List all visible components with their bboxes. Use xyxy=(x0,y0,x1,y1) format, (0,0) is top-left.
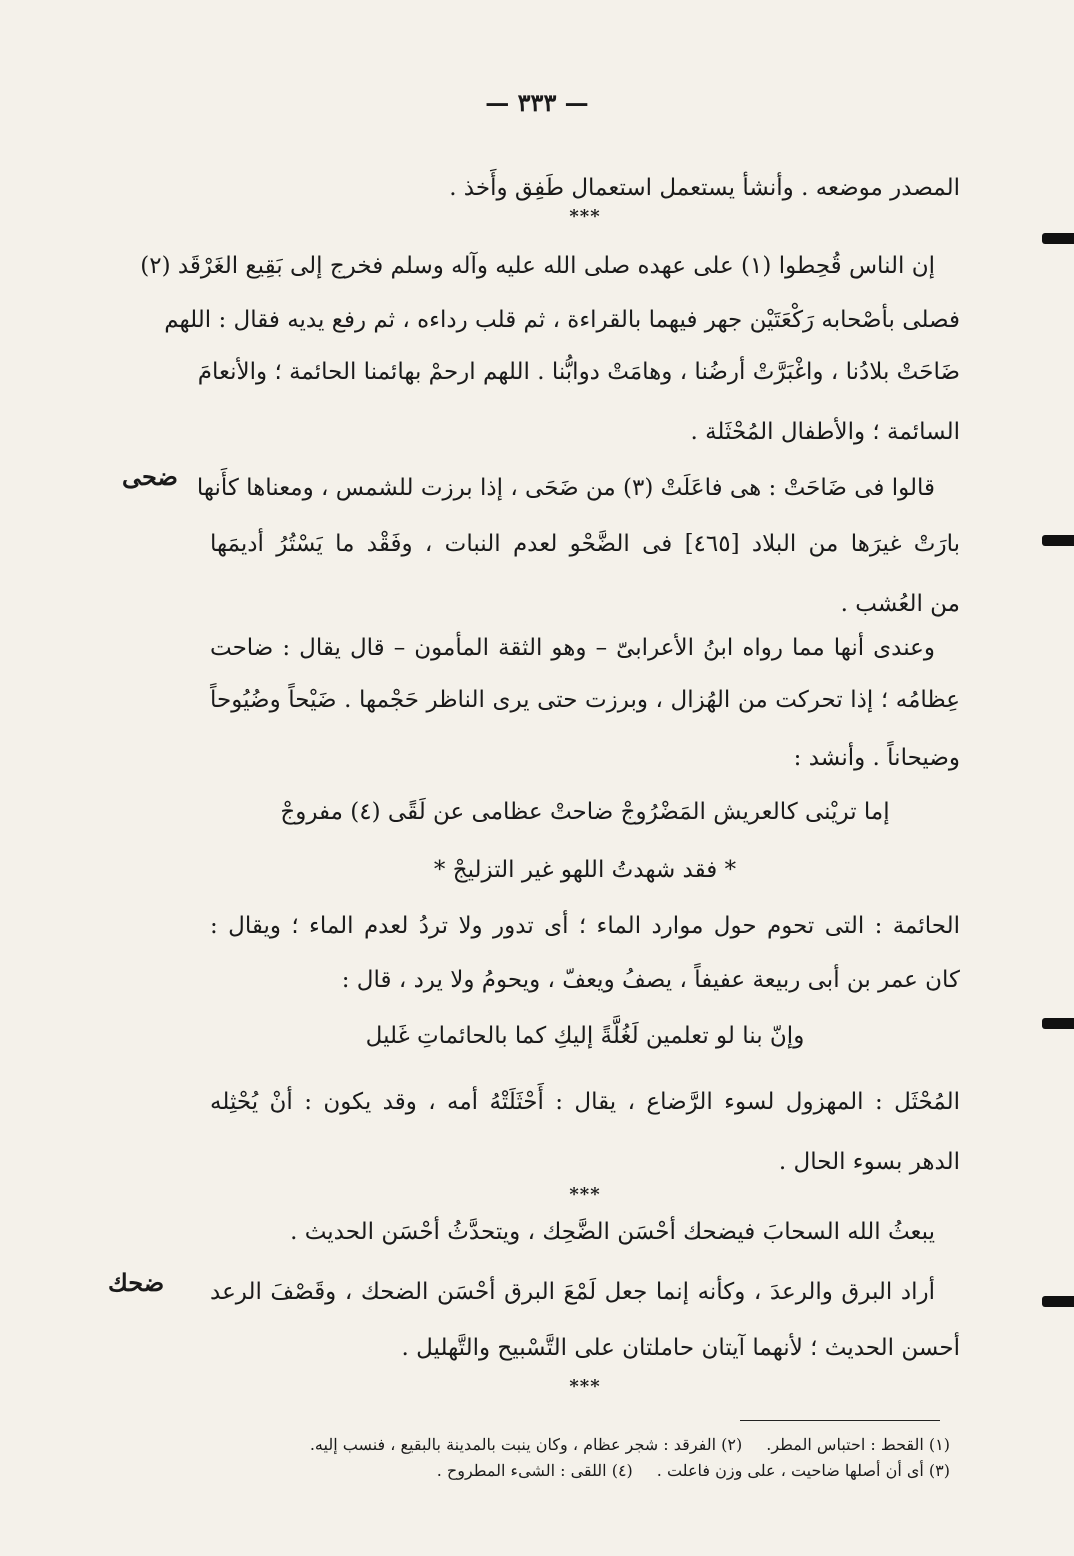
margin-keyword: ضحك xyxy=(108,1268,165,1297)
footnote-line xyxy=(210,1460,950,1482)
text-line: أحسن الحديث ؛ لأنهما آيتان حاملتان على التَّسْبيح والتَّهليل . xyxy=(401,1335,960,1361)
verse-line: إما تريْنى كالعريش المَضْرُوجْ ضاحتْ عظامى عن لَقًى (٤) مفروجْ xyxy=(280,799,890,825)
text-line: السائمة ؛ والأطفال المُحْثَلة . xyxy=(690,419,960,445)
page-number: — ٣٣٣ — xyxy=(485,88,589,117)
section-separator: *** xyxy=(569,206,601,227)
margin-keyword: ضحى xyxy=(122,462,178,491)
page-edge-marker xyxy=(1042,535,1074,546)
text-line: يبعثُ الله السحابَ فيضحك أحْسَن الضَّحِك ، ويتحدَّثُ أحْسَن الحديث . xyxy=(290,1219,935,1245)
text-line: من العُشب . xyxy=(840,591,960,617)
text-line: قالوا فى ضَاحَتْ : هى فاعَلَتْ (٣) من ضَحَى ، إذا برزت للشمس ، ومعناها كأَنها xyxy=(196,475,935,501)
text-line: فصلى بأصْحابه رَكْعَتَيْن جهر فيهما بالقراءة ، ثم قلب رداءه ، ثم رفع يديه فقال : اللهم xyxy=(164,307,960,333)
verse-line: وإنّ بنا لو تعلمين لَغُلَّةً إليكِ كما بالحائماتِ غَليل xyxy=(365,1023,805,1049)
section-separator: *** xyxy=(569,1184,601,1205)
text-line: المصدر موضعه . وأنشأ يستعمل استعمال طَفِق وأَخذ . xyxy=(449,175,960,201)
text-line: عِظامُه ؛ إذا تحركت من الهُزال ، وبرزت حتى يرى الناظر حَجْمها . ضَيْحاً وضُيُوحاً xyxy=(210,687,960,713)
page-edge-marker xyxy=(1042,1018,1074,1029)
text-line: بارَتْ غيرَها من البلاد [٤٦٥] فى الضَّحْو لعدم النبات ، وفَقْد ما يَسْتُرُ أديمَها xyxy=(210,531,960,557)
text-line: أراد البرق والرعدَ ، وكأنه إنما جعل لَمْعَ البرق أحْسَن الضحك ، وقَصْفَ الرعد xyxy=(210,1279,935,1305)
text-line: الدهر بسوء الحال . xyxy=(778,1149,960,1175)
verse-line: * فقد شهدتُ اللهو غير التزليجْ * xyxy=(433,857,737,883)
footnote-rule xyxy=(740,1420,940,1421)
text-line: الحائمة : التى تحوم حول موارد الماء ؛ أى تدور ولا تردُ لعدم الماء ؛ ويقال : xyxy=(210,913,960,939)
text-line: وعندى أنها مما رواه ابنُ الأعرابىّ – وهو الثقة المأمون – قال يقال : ضاحت xyxy=(210,635,935,661)
footnote: (٣) أى أن أصلها ضاحيت ، على وزن فاعلت . xyxy=(656,1461,950,1480)
text-line: المُحْثَل : المهزول لسوء الرَّضاع ، يقال : أَحْثَلَتْهُ أمه ، وقد يكون : أنْ يُحْثِله xyxy=(210,1089,960,1115)
section-separator: *** xyxy=(569,1376,601,1397)
text-line: ضَاحَتْ بلادُنا ، واغْبَرَّتْ أرضُنا ، وهامَتْ دوابُّنا . اللهم ارحمْ بهائمنا الحائمة ؛ والأنعامَ xyxy=(197,359,960,385)
page-edge-marker xyxy=(1042,233,1074,244)
footnote: (٤) اللقى : الشىء المطروح . xyxy=(436,1461,633,1480)
footnote: (٢) الفرقد : شجر عظام ، وكان ينبت بالمدينة بالبقيع ، فنسب إليه. xyxy=(309,1435,743,1454)
footnote-line xyxy=(210,1434,950,1456)
text-line: وضيحاناً . وأنشد : xyxy=(793,745,960,771)
page-edge-marker xyxy=(1042,1296,1074,1307)
text-line: إن الناس قُحِطوا (١) على عهده صلى الله عليه وآله وسلم فخرج إلى بَقِيع الغَرْقَد (٢) xyxy=(140,253,935,279)
footnote: (١) القحط : احتباس المطر. xyxy=(766,1435,950,1454)
text-line: كان عمر بن أبى ربيعة عفيفاً ، يصفُ ويعفّ ، ويحومُ ولا يرد ، قال : xyxy=(341,967,960,993)
